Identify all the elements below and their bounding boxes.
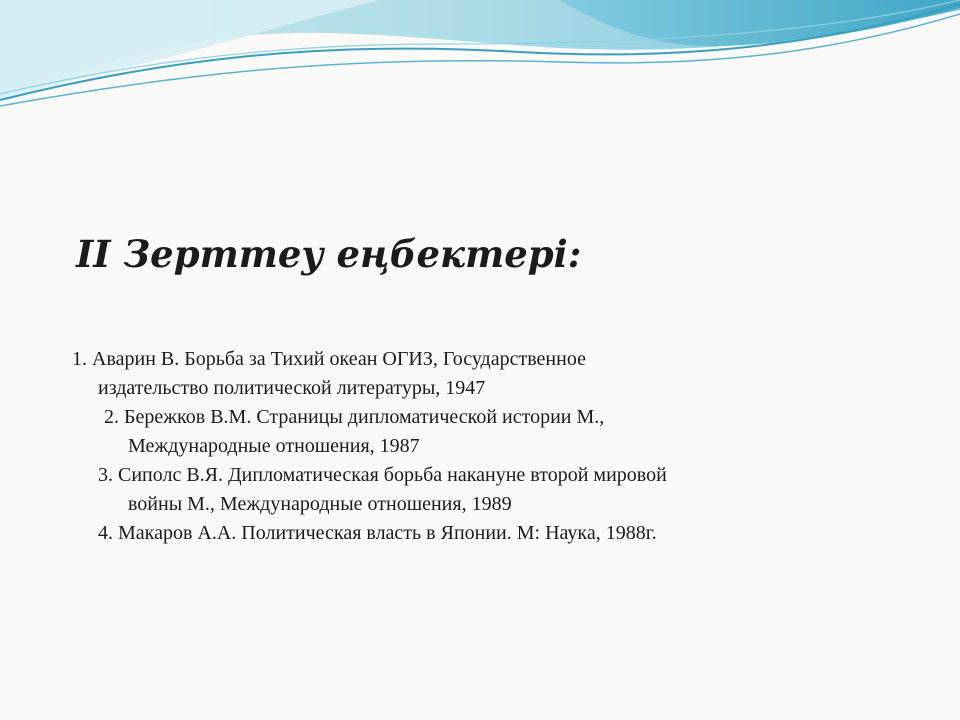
decorative-wave-header <box>0 0 960 120</box>
reference-list <box>72 345 872 548</box>
reference-3-line-1: 3. Сиполс В.Я. Дипломатическая борьба накануне второй мировой <box>98 464 667 486</box>
reference-4-line-1: 4. Макаров А.А. Политическая власть в Японии. М: Наука, 1988г. <box>98 522 657 544</box>
reference-item-1 <box>72 345 872 403</box>
reference-item-2 <box>104 403 872 461</box>
reference-1-line-1: 1. Аварин В. Борьба за Тихий океан ОГИЗ, Государственное <box>72 348 586 370</box>
slide-title: II Зерттеу еңбектері: <box>76 232 582 276</box>
reference-1-line-2: издательство политической литературы, 1947 <box>98 377 486 399</box>
reference-3-line-2: войны М., Международные отношения, 1989 <box>128 493 512 515</box>
reference-item-4 <box>98 519 872 548</box>
reference-item-3 <box>98 461 872 519</box>
reference-2-line-1: 2. Бережков В.М. Страницы дипломатической истории М., <box>104 406 605 428</box>
reference-2-line-2: Международные отношения, 1987 <box>128 435 420 457</box>
